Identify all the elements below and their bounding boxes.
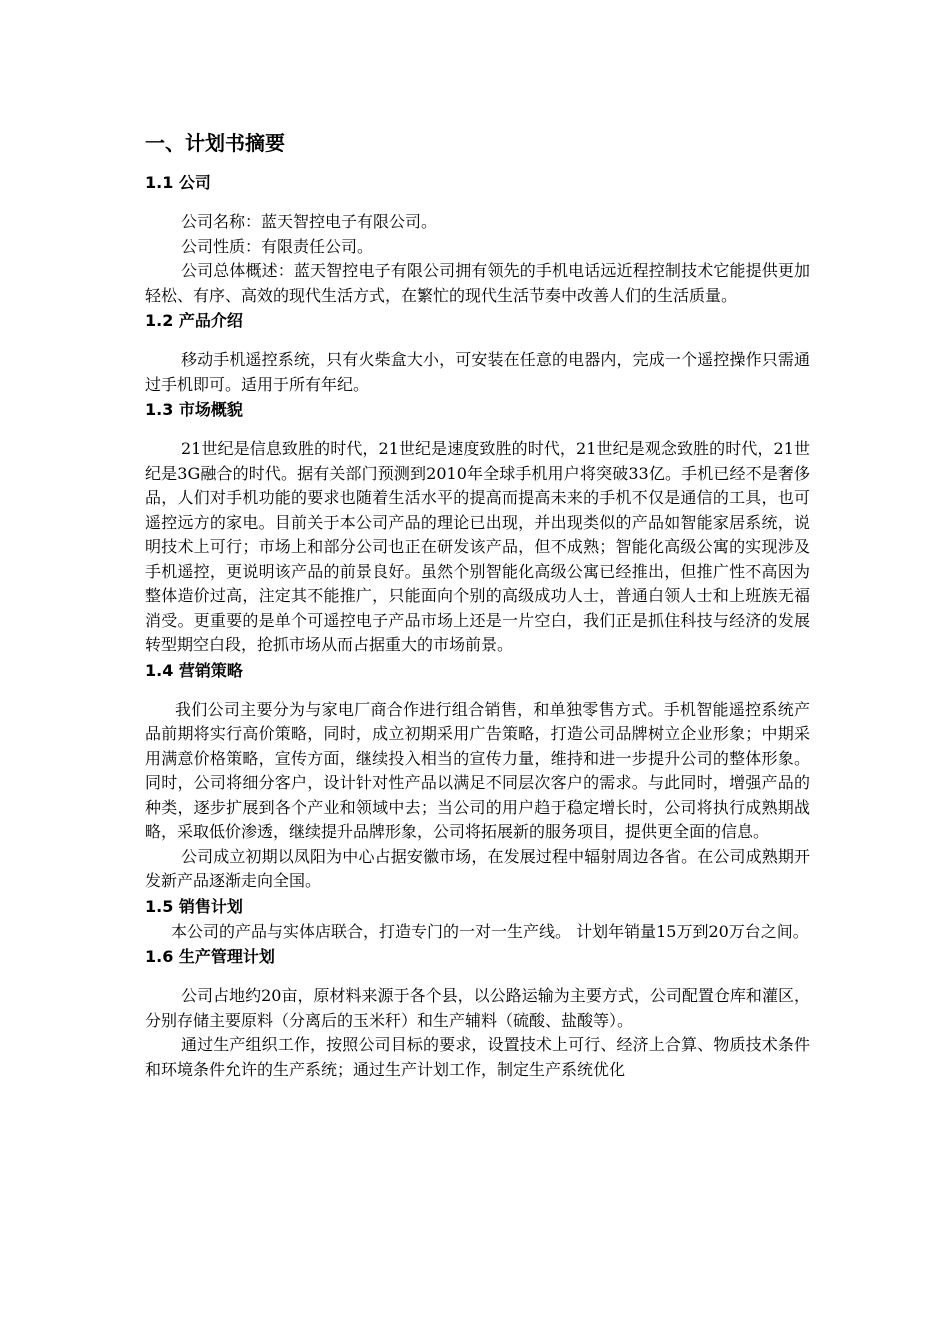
section-heading-market: 1.3 市场概貌 — [145, 400, 243, 419]
marketing-paragraph-2: 公司成立初期以凤阳为中心占据安徽市场，在发展过程中辐射周边各省。在公司成熟期开发新产品逐渐走向全国。 — [145, 846, 810, 890]
company-type-paragraph: 公司性质：有限责任公司。 — [181, 236, 374, 256]
section-heading-sales: 1.5 销售计划 — [145, 896, 243, 916]
document-content — [145, 128, 810, 1082]
marketing-paragraph-1: 我们公司主要分为与家电厂商合作进行组合销售，和单独零售方式。手机智能遥控系统产品前期将实行高价策略，同时，成立初期采用广告策略，打造公司品牌树立企业形象；中期采用满意价格策略，宣传方面，继续投入相当的宣传力量，维持和进一步提升公司的整体形象。同时，公司将细分客户，设计针对性产品以满足不同层次客户的需求。与此同时，增强产品的种类，逐步扩展到各个产业和领域中去；当公司的用户趋于稳定增长时，公司将执行成熟期战略，采取低价渗透，继续提升品牌形象，公司将拓展新的服务项目，提供更全面的信息。 — [145, 699, 810, 841]
sales-paragraph: 本公司的产品与实体店联合，打造专门的一对一生产线。 计划年销量15万到20万台之间。 — [171, 921, 809, 941]
production-paragraph-1: 公司占地约20亩，原材料来源于各个县，以公路运输为主要方式，公司配置仓库和灌区，分别存储主要原料（分离后的玉米秆）和生产辅料（硫酸、盐酸等）。 — [145, 986, 810, 1030]
market-paragraph: 21世纪是信息致胜的时代，21世纪是速度致胜的时代，21世纪是观念致胜的时代，21世纪是3G融合的时代。据有关部门预测到2010年全球手机用户将突破33亿。手机已经不是奢侈品，人们对手机功能的要求也随着生活水平的提高而提高未来的手机不仅是通信的工具，也可遥控远方的家电。目前关于本公司产品的理论已出现，并出现类似的产品如智能家居系统，说明技术上可行；市场上和部分公司也正在研发该产品，但不成熟；智能化高级公寓的实现涉及手机遥控，更说明该产品的前景良好。虽然个别智能化高级公寓已经推出，但推广性不高因为整体造价过高，注定其不能推广，只能面向个别的高级成功人士，普通白领人士和上班族无福消受。更重要的是单个可遥控电子产品市场上还是一片空白，我们正是抓住科技与经济的发展转型期空白段，抢抓市场从而占据重大的市场前景。 — [145, 439, 810, 654]
product-paragraph: 移动手机遥控系统，只有火柴盒大小，可安装在任意的电器内，完成一个遥控操作只需通过手机即可。适用于所有年纪。 — [145, 350, 810, 394]
company-overview-paragraph: 公司总体概述：蓝天智控电子有限公司拥有领先的手机电话远近程控制技术它能提供更加轻松、有序、高效的现代生活方式，在繁忙的现代生活节奏中改善人们的生活质量。 — [145, 261, 810, 305]
section-heading-company: 1.1 公司 — [145, 173, 211, 192]
section-heading-marketing: 1.4 营销策略 — [145, 660, 243, 680]
company-name-paragraph: 公司名称：蓝天智控电子有限公司。 — [181, 212, 438, 231]
section-heading-production: 1.6 生产管理计划 — [145, 947, 275, 966]
production-paragraph-2: 通过生产组织工作，按照公司目标的要求，设置技术上可行、经济上合算、物质技术条件和环境条件允许的生产系统；通过生产计划工作，制定生产系统优化 — [145, 1035, 810, 1079]
document-title: 一、计划书摘要 — [145, 131, 285, 155]
section-heading-product: 1.2 产品介绍 — [145, 311, 243, 330]
